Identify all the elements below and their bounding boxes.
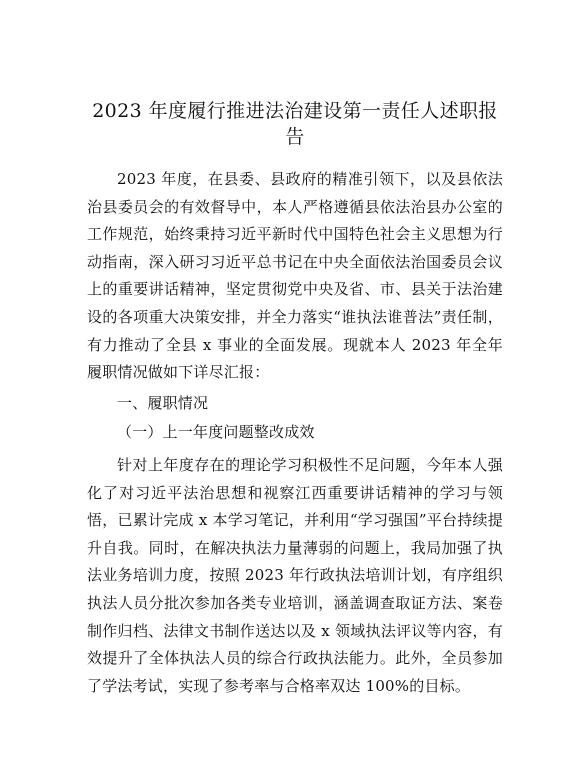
body-paragraph: 针对上年度存在的理论学习积极性不足问题，今年本人强化了对习近平法治思想和视察江西重要讲话精神的学习与领悟，已累计完成 x 本学习笔记，并利用“学习强国”平台持续提升自我。同时，在解决执法力量薄弱的问题上，我局加强了执法业务培训力度，按照 2023 年行政执法培训计划，有序组织执法人员分批次参加各类专业培训，涵盖调查取证方法、案卷制作归档、法律文书制作送达以及 x 领域执法评议等内容，有效提升了全体执法人员的综合行政执法能力。此外，全员参加了学法考试，实现了参考率与合格率双达 100%的目标。	[87, 455, 503, 695]
document-page	[87, 98, 503, 700]
subsection-heading: （一）上一年度问题整改成效	[117, 423, 315, 442]
intro-paragraph: 2023 年度，在县委、县政府的精准引领下，以及县依法治县委员会的有效督导中，本人严格遵循县依法治县办公室的工作规范，始终秉持习近平新时代中国特色社会主义思想为行动指南，深入研习习近平总书记在中央全面依法治国委员会议上的重要讲话精神，坚定贯彻党中央及省、市、县关于法治建设的各项重大决策安排，并全力落实“谁执法谁普法”责任制，有力推动了全县 x 事业的全面发展。现就本人 2023 年全年履职情况做如下详尽汇报：	[87, 170, 503, 382]
section-heading: 一、履职情况	[117, 393, 209, 412]
document-title: 2023 年度履行推进法治建设第一责任人述职报告	[92, 100, 498, 148]
